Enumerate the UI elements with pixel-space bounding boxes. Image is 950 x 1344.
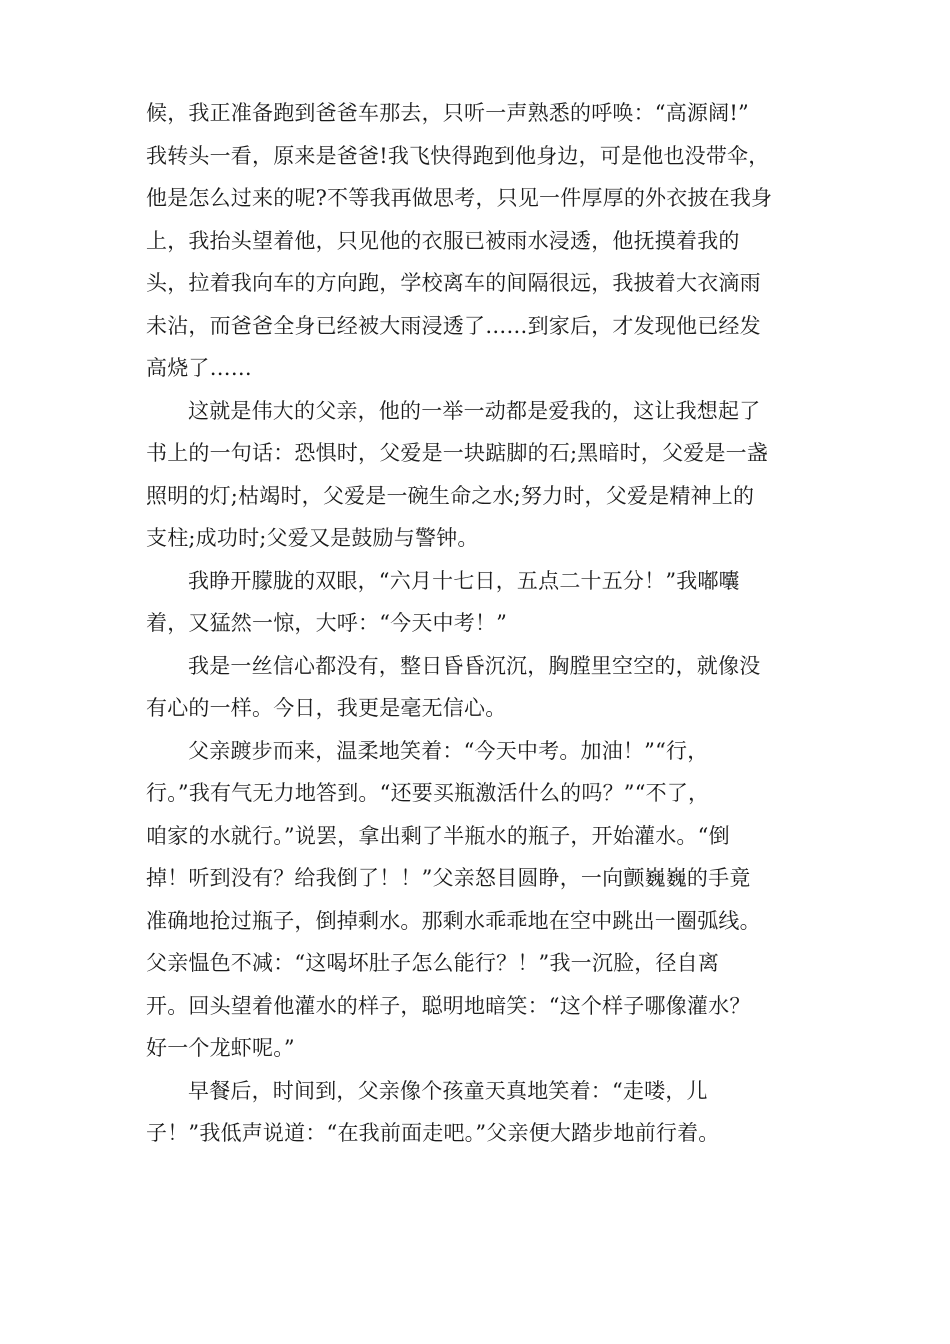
text-line: 他是怎么过来的呢?不等我再做思考，只见一件厚厚的外衣披在我身 [146,186,773,210]
text-line: 掉！听到没有？给我倒了！！”父亲怒目圆睁，一向颤巍巍的手竟 [146,866,751,890]
text-line: 准确地抢过瓶子，倒掉剩水。那剩水乖乖地在空中跳出一圈弧线。 [146,908,761,933]
text-line: 未沾，而爸爸全身已经被大雨浸透了……到家后，才发现他已经发 [146,313,761,338]
text-line: 高烧了…… [146,356,252,380]
paragraph-first-line: 这就是伟大的父亲，他的一举一动都是爱我的，这让我想起了 [188,398,761,423]
text-line: 照明的灯;枯竭时，父爱是一碗生命之水;努力时，父爱是精神上的 [146,483,755,508]
text-line: 我转头一看，原来是爸爸!我飞快得跑到他身边，可是他也没带伞， [146,143,770,168]
paragraph-first-line: 我是一丝信心都没有，整日昏昏沉沉，胸膛里空空的，就像没 [188,653,761,678]
text-line: 有心的一样。今日，我更是毫无信心。 [146,696,507,720]
text-line: 支柱;成功时;父爱又是鼓励与警钟。 [146,526,479,550]
text-line: 着，又猛然一惊，大呼：“今天中考！” [146,611,508,635]
paragraph-first-line: 我睁开朦胧的双眼，“六月十七日，五点二十五分！”我嘟囔 [188,568,740,593]
text-line: 父亲愠色不减：“这喝坏肚子怎么能行？！”我一沉脸，径自离 [146,951,720,975]
text-line: 好一个龙虾呢。” [146,1036,295,1060]
text-line: 子！”我低声说道：“在我前面走吧。”父亲便大踏步地前行着。 [146,1121,720,1145]
text-line: 咱家的水就行。”说罢，拿出剩了半瓶水的瓶子，开始灌水。“倒 [146,823,730,848]
body-text [146,92,816,1155]
text-line: 书上的一句话：恐惧时，父爱是一块踮脚的石;黑暗时，父爱是一盏 [146,441,769,465]
paragraph-first-line: 父亲踱步而来，温柔地笑着：“今天中考。加油！”“行， [188,738,709,763]
text-line: 开。回头望着他灌水的样子，聪明地暗笑：“这个样子哪像灌水？ [146,993,751,1018]
text-line: 候，我正准备跑到爸爸车那去，只听一声熟悉的呼唤：“高源阔!” [146,101,749,125]
text-line: 行。”我有气无力地答到。“还要买瓶激活什么的吗？”“不了， [146,781,710,805]
text-line: 上，我抬头望着他，只见他的衣服已被雨水浸透，他抚摸着我的 [146,228,740,253]
paragraph-first-line: 早餐后，时间到，父亲像个孩童天真地笑着：“走喽，儿 [188,1078,708,1103]
text-line: 头，拉着我向车的方向跑，学校离车的间隔很远，我披着大衣滴雨 [146,271,761,295]
